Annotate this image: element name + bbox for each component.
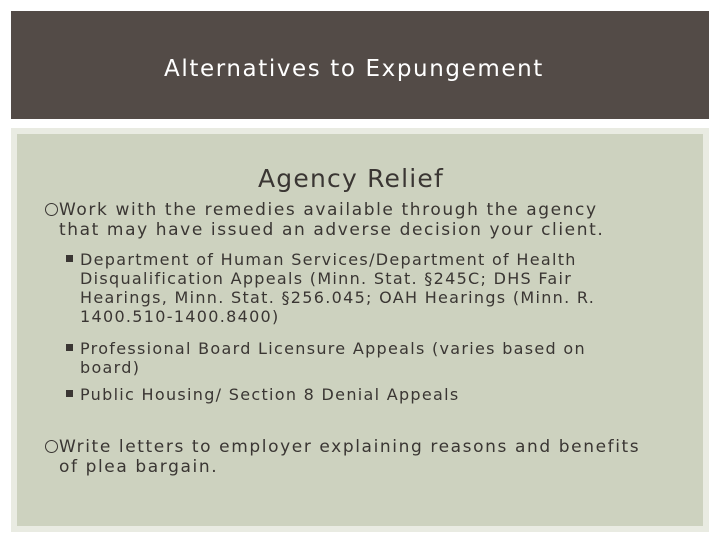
bullet-text [45, 200, 685, 220]
bullet-item [45, 200, 685, 240]
bullet-line: of plea bargain. [59, 457, 219, 477]
bullet-line: Write letters to employer explaining reasons and benefits [59, 437, 641, 457]
slide-title: Alternatives to Expungement [164, 56, 544, 82]
sub-bullet-line: Hearings, Minn. Stat. §256.045; OAH Hearings (Minn. R. [80, 288, 596, 307]
circle-bullet-icon [45, 440, 58, 453]
sub-bullet-line: Public Housing/ Section 8 Denial Appeals [80, 385, 460, 404]
bullet-line: that may have issued an adverse decision your client. [59, 220, 605, 240]
bullet-item [45, 437, 705, 477]
circle-bullet-icon [45, 203, 58, 216]
sub-bullet-line: 1400.510-1400.8400) [80, 307, 280, 326]
square-bullet-icon [66, 390, 73, 397]
sub-bullet-line: Disqualification Appeals (Minn. Stat. §245C; DHS Fair [80, 269, 573, 288]
sub-bullet-line: Department of Human Services/Department of Health [80, 250, 577, 269]
bullet-line: Work with the remedies available through the agency [59, 200, 598, 220]
square-bullet-icon [66, 344, 73, 351]
sub-bullet-item [66, 250, 666, 326]
square-bullet-icon [66, 255, 73, 262]
sub-bullet-line: Professional Board Licensure Appeals (varies based on [80, 339, 586, 358]
slide-subtitle: Agency Relief [258, 164, 444, 193]
sub-bullet-line: board) [80, 358, 141, 377]
sub-bullet-item [66, 385, 666, 404]
sub-bullet-item [66, 339, 666, 377]
